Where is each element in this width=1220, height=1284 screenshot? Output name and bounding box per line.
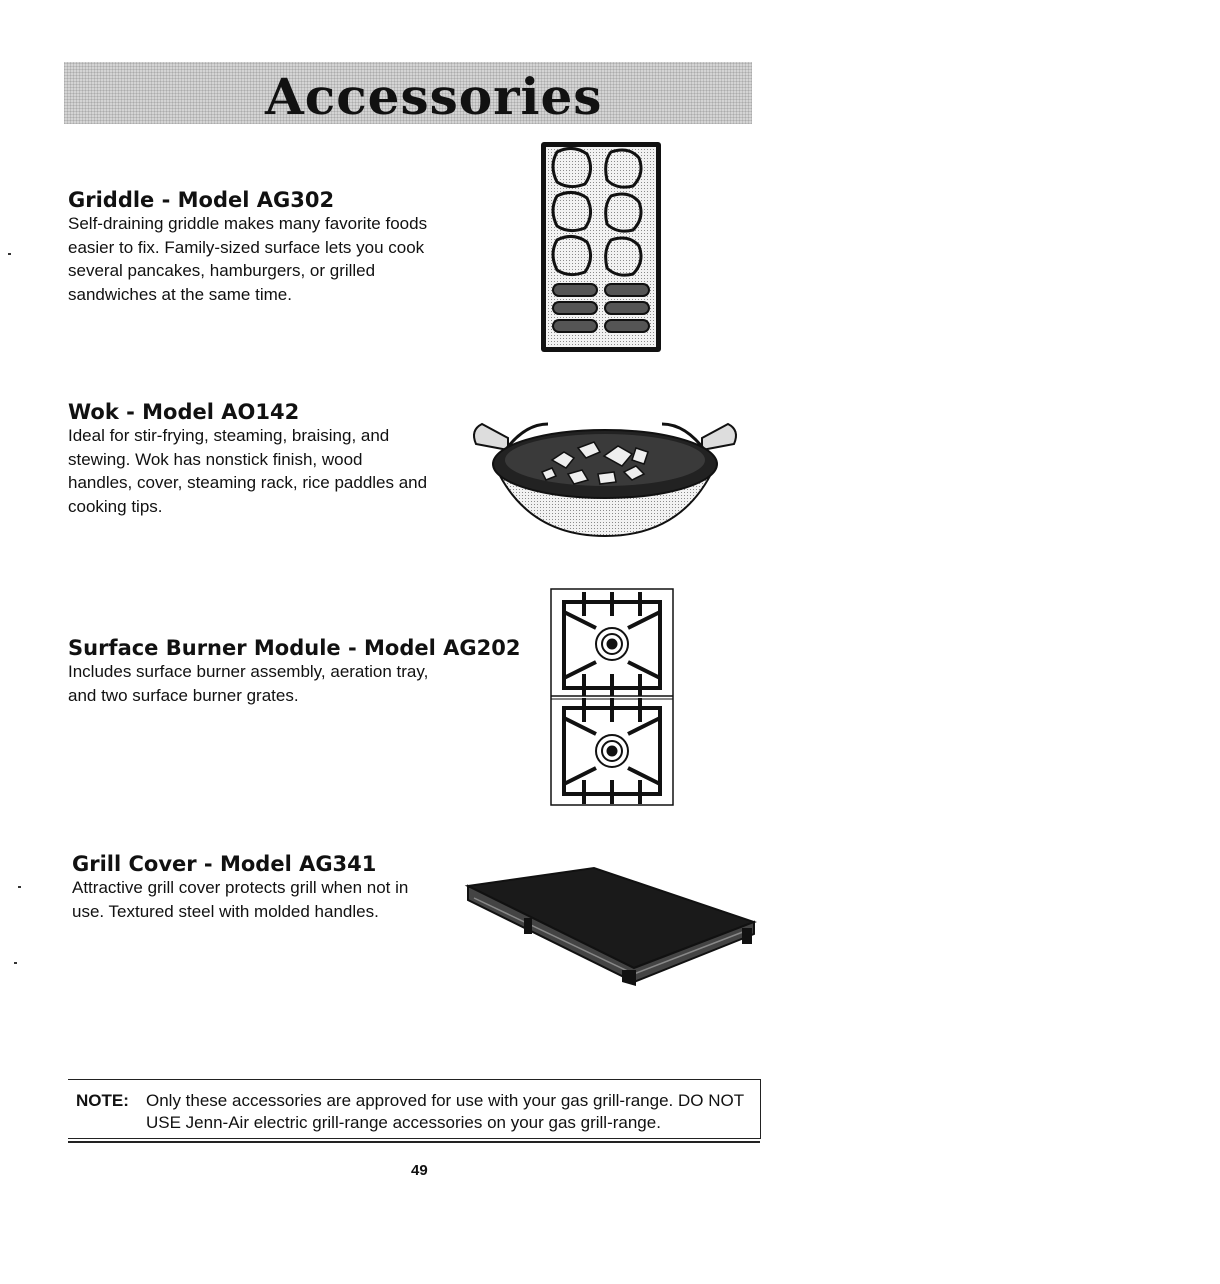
- scan-speck: [14, 962, 17, 964]
- wok-title: Wok - Model AO142: [68, 400, 300, 424]
- griddle-illustration: [539, 140, 663, 354]
- page-title: Accessories: [265, 67, 603, 126]
- page-number: 49: [411, 1162, 428, 1179]
- note-text: Only these accessories are approved for use with your gas grill-range. DO NOT USE Jenn-Air electric grill-range accessories on your gas grill-range.: [146, 1091, 744, 1132]
- griddle-title: Griddle - Model AG302: [68, 188, 335, 212]
- wok-illustration: [468, 408, 742, 540]
- griddle-description: Self-draining griddle makes many favorite foods easier to fix. Family-sized surface lets you cook several pancakes, hamburgers, or grilled sandwiches at the same time.: [68, 214, 428, 304]
- scan-speck: [18, 886, 21, 888]
- note-box: [68, 1079, 761, 1139]
- burner-module-illustration: [550, 588, 676, 808]
- burner-module-description: Includes surface burner assembly, aeration tray, and two surface burner grates.: [68, 662, 429, 705]
- grill-cover-illustration: [464, 864, 760, 988]
- grill-cover-description: Attractive grill cover protects grill when not in use. Textured steel with molded handles.: [72, 878, 409, 921]
- wok-description: Ideal for stir-frying, steaming, braising, and stewing. Wok has nonstick finish, wood handles, cover, steaming rack, rice paddles and cooking tips.: [68, 426, 428, 516]
- burner-module-title: Surface Burner Module - Model AG202: [68, 636, 521, 660]
- scan-speck: [8, 253, 11, 255]
- note-label: NOTE:: [76, 1091, 129, 1110]
- grill-cover-title: Grill Cover - Model AG341: [72, 852, 377, 876]
